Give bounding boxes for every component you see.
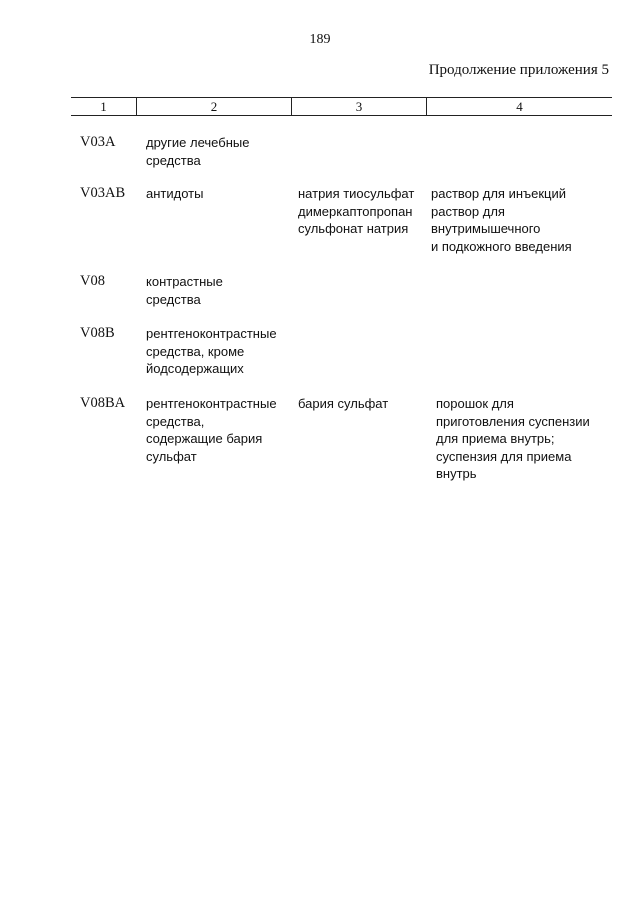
drug-table [71,97,612,481]
substance-name: натрия тиосульфат димеркаптопропан сульфонат натрия [298,186,415,236]
atc-code: V08 [80,273,105,289]
group-name: другие лечебные средства [146,135,250,168]
atc-code: V08B [80,325,115,341]
header-col-4: 4 [516,99,523,114]
atc-code: V08BA [80,395,126,411]
substance-name: бария сульфат [298,396,389,411]
atc-code: V03AB [80,185,126,201]
group-name: рентгеноконтрастные средства, содержащие бария сульфат [146,396,277,464]
table-header [71,97,612,116]
header-col-3: 3 [292,98,427,115]
header-col-1: 1 [71,98,137,115]
dosage-form: раствор для инъекций раствор для внутримышечного и подкожного введения [431,186,572,254]
group-name: контрастные средства [146,274,223,307]
continuation-note: Продолжение приложения 5 [428,62,609,78]
header-col-2: 2 [137,98,292,115]
group-name: рентгеноконтрастные средства, кроме йодсодержащих [146,326,277,376]
dosage-form: порошок для приготовления суспензии для приема внутрь; суспензия для приема внутрь [436,396,590,481]
atc-code: V03A [80,134,116,150]
page-number: 189 [309,32,331,47]
group-name: антидоты [146,186,204,201]
